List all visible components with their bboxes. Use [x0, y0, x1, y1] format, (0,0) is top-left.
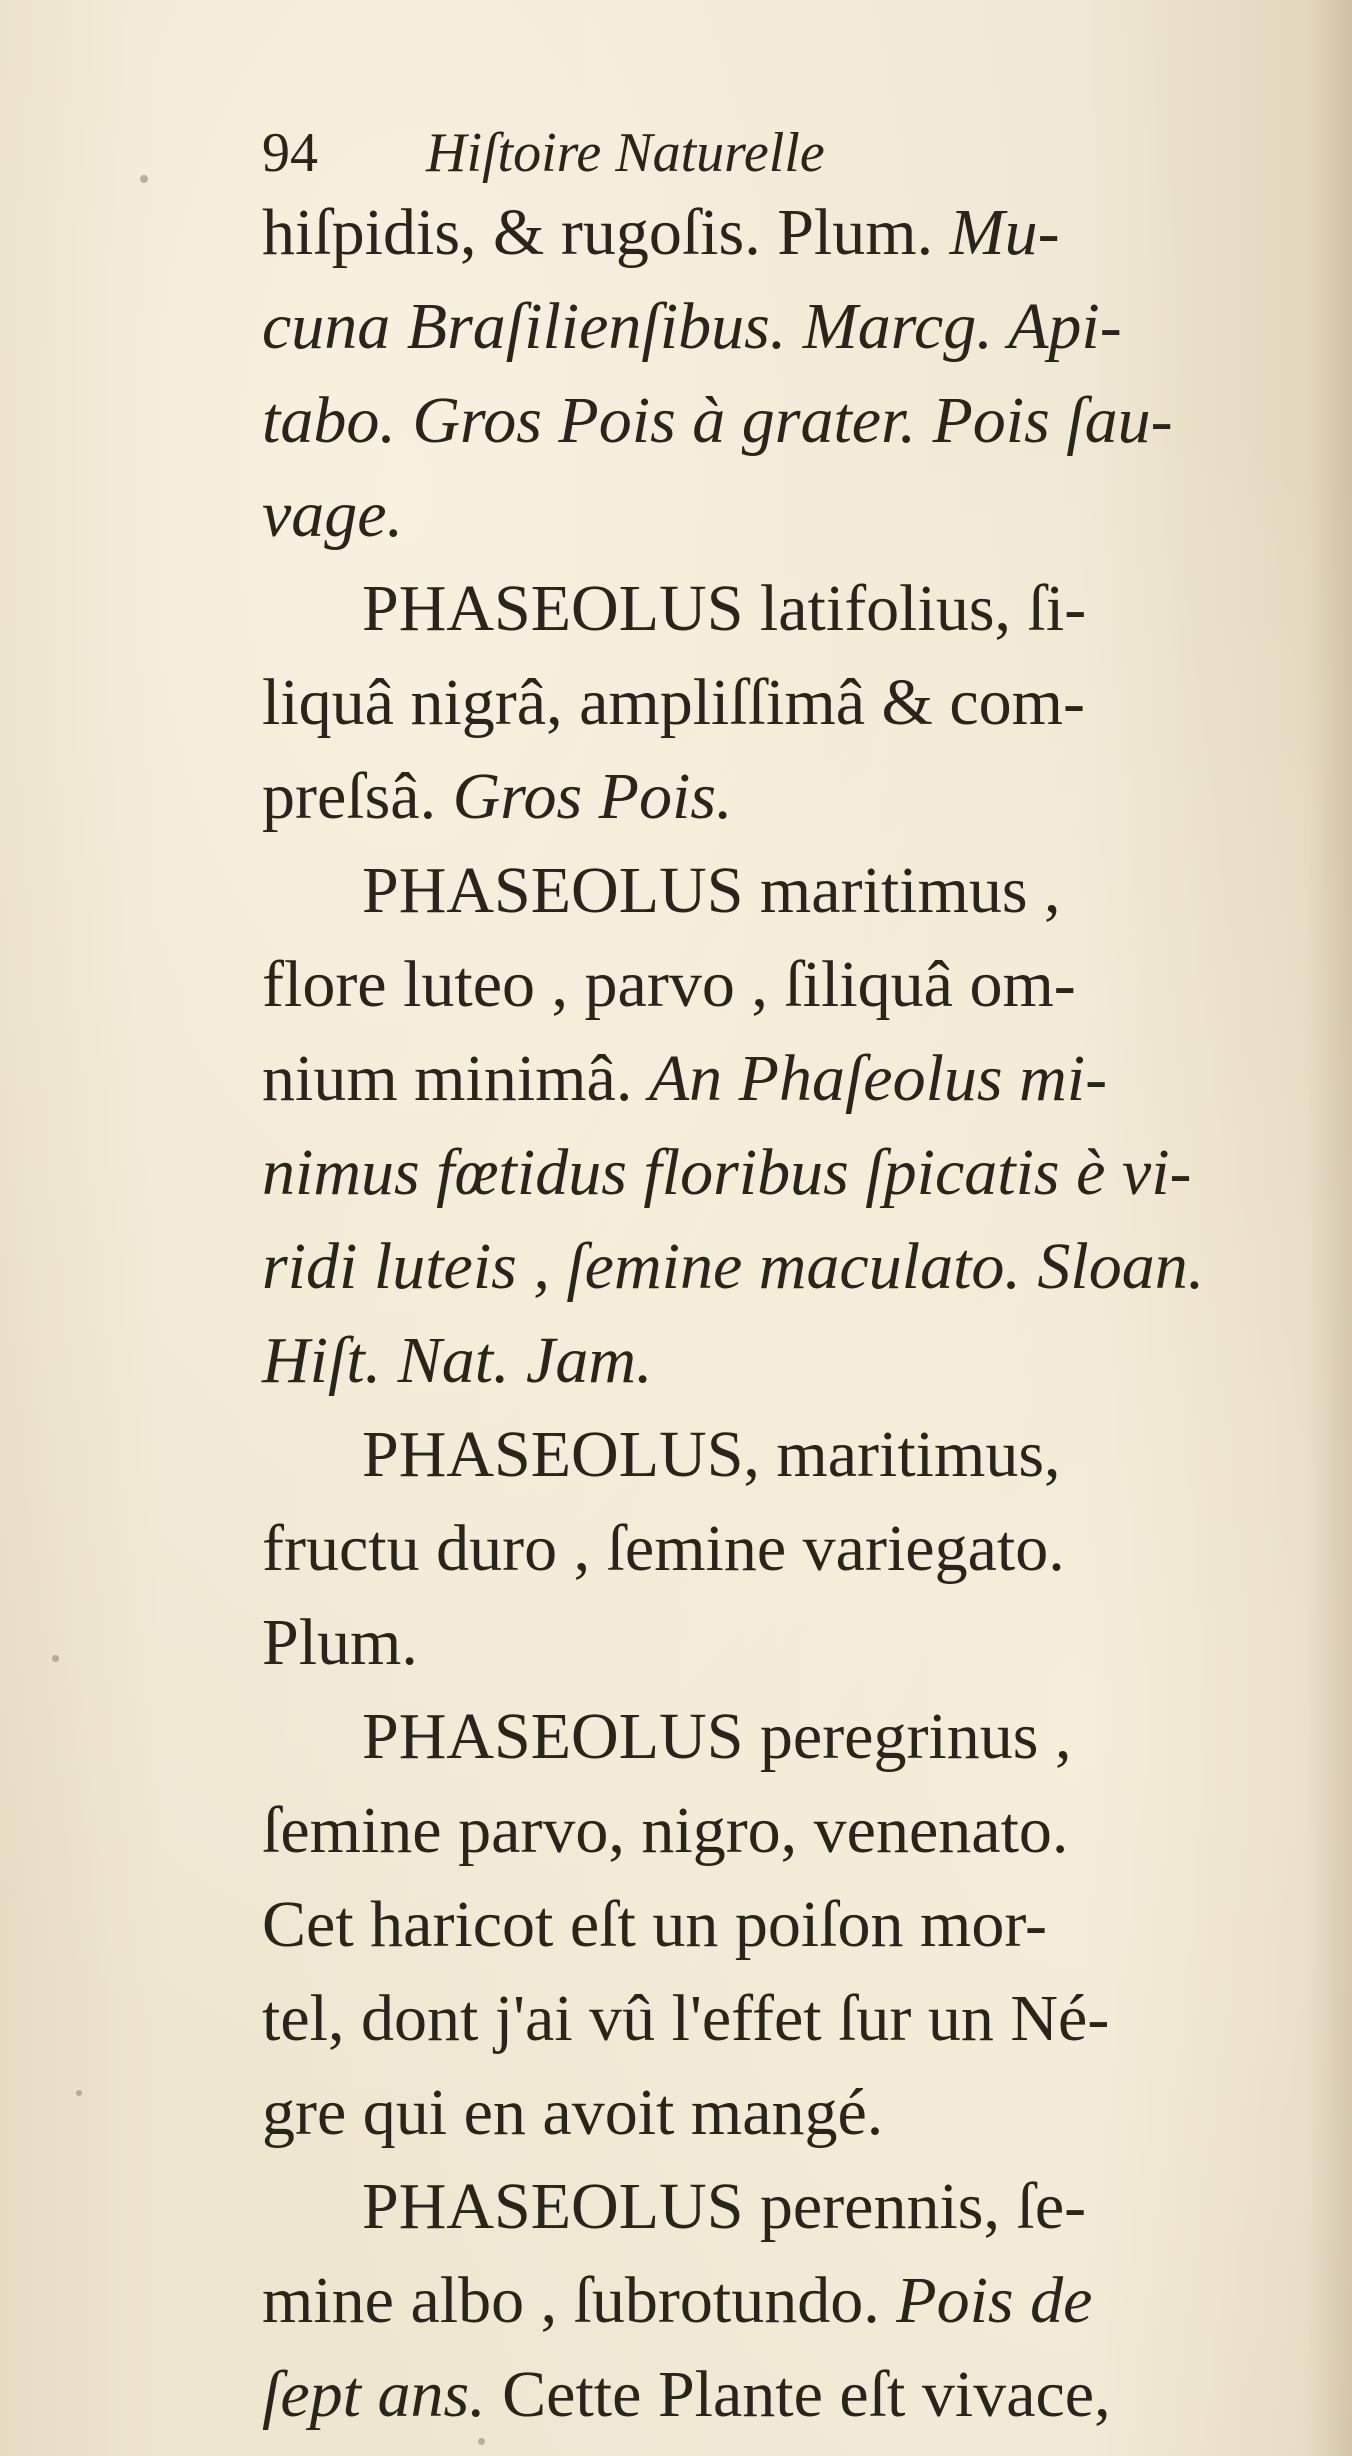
text-run: hiſpidis, & rugoſis. Plum. [262, 196, 950, 269]
text-line [262, 562, 1262, 656]
running-head [262, 118, 1062, 188]
text-line [262, 374, 1262, 468]
text-run: nium minimâ. [262, 1042, 649, 1115]
italic-run: Mu- [949, 196, 1060, 269]
foxing-spot [140, 175, 148, 183]
italic-run: ridi luteis , ſemine maculato. Sloan. [262, 1230, 1205, 1303]
text-line [262, 2348, 1262, 2442]
text-run: Cet haricot eſt un poiſon mor- [262, 1888, 1048, 1961]
page-number: 94 [262, 122, 318, 184]
text-run: Plum. [262, 1606, 418, 1679]
italic-run: An Phaſeolus mi- [648, 1042, 1108, 1115]
foxing-spot [52, 1655, 59, 1662]
italic-run: cuna Braſilienſibus. Marcg. Api- [262, 290, 1122, 363]
text-line [262, 1784, 1262, 1878]
text-line [262, 1314, 1262, 1408]
page-edge-shadow [1306, 0, 1352, 2456]
text-run: preſsâ. [262, 760, 453, 833]
text-line [262, 938, 1262, 1032]
foxing-spot [76, 2090, 82, 2096]
text-line [262, 280, 1262, 374]
text-line [262, 844, 1262, 938]
italic-run: tabo. Gros Pois à grater. Pois ſau- [262, 384, 1173, 457]
text-run: Cette Plante eſt vivace, [485, 2358, 1111, 2431]
italic-run: Hiſt. Nat. Jam. [262, 1324, 653, 1397]
text-run: PHASEOLUS perennis, ſe- [362, 2170, 1087, 2243]
text-run: PHASEOLUS latifolius, ſi- [362, 572, 1087, 645]
text-run: mine albo , ſubrotundo. [262, 2264, 897, 2337]
text-line [262, 1408, 1262, 1502]
text-line [262, 1596, 1262, 1690]
text-run: tel, dont j'ai vû l'effet ſur un Né- [262, 1982, 1110, 2055]
text-line [262, 1220, 1262, 1314]
italic-run: ſept ans. [262, 2358, 486, 2431]
text-run: PHASEOLUS, maritimus, [362, 1418, 1061, 1491]
running-title: Hiſtoire Naturelle [426, 122, 825, 184]
italic-run: nimus fœtidus floribus ſpicatis è vi- [262, 1136, 1192, 1209]
text-run: PHASEOLUS peregrinus , [362, 1700, 1072, 1773]
text-line [262, 1032, 1262, 1126]
text-line [262, 186, 1262, 280]
text-line [262, 2254, 1262, 2348]
text-line [262, 656, 1262, 750]
italic-run: Pois de [896, 2264, 1093, 2337]
text-line [262, 1502, 1262, 1596]
text-run: fructu duro , ſemine variegato. [262, 1512, 1065, 1585]
text-line [262, 2160, 1262, 2254]
text-line [262, 750, 1262, 844]
text-line [262, 1972, 1262, 2066]
italic-run: vage. [262, 478, 404, 551]
text-run: flore luteo , parvo , ſiliquâ om- [262, 948, 1076, 1021]
text-run: ſemine parvo, nigro, venenato. [262, 1794, 1069, 1867]
text-line [262, 1690, 1262, 1784]
text-line [262, 1126, 1262, 1220]
text-run: liquâ nigrâ, ampliſſimâ & com- [262, 666, 1085, 739]
italic-run: Gros Pois. [452, 760, 733, 833]
text-line [262, 2066, 1262, 2160]
text-line [262, 1878, 1262, 1972]
body-text [262, 186, 1262, 2442]
text-line [262, 468, 1262, 562]
text-run: PHASEOLUS maritimus , [362, 854, 1061, 927]
text-run: gre qui en avoit mangé. [262, 2076, 884, 2149]
